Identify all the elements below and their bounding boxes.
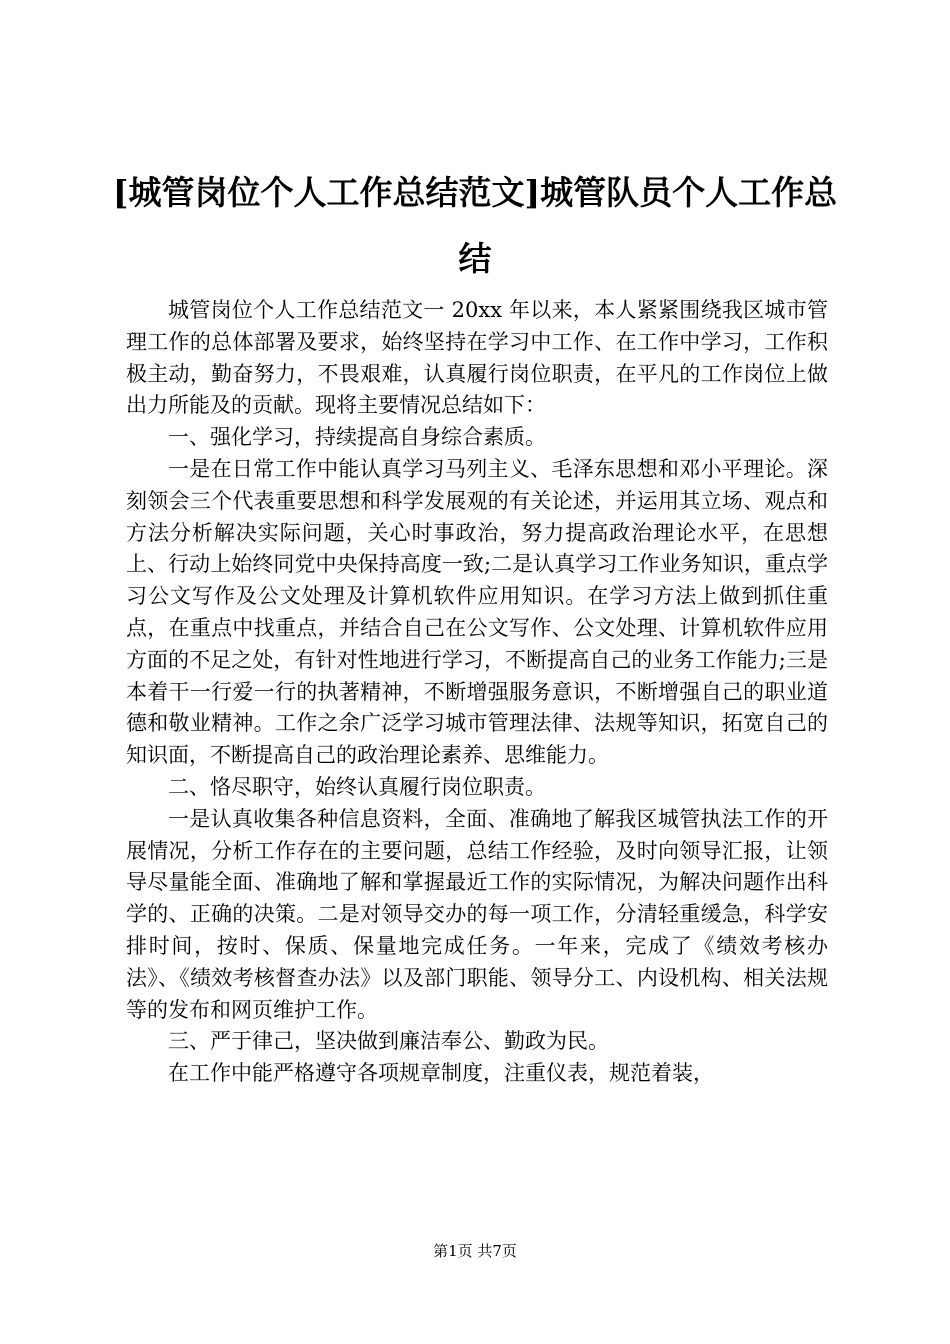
section-heading-2: 二、恪尽职守，始终认真履行岗位职责。 [168, 774, 546, 799]
document-body [126, 295, 828, 1090]
section-heading-1: 一、强化学习，持续提高自身综合素质。 [168, 425, 546, 450]
document-title: [城管岗位个人工作总结范文]城管队员个人工作总结 [112, 173, 838, 278]
paragraph-section-2: 一是认真收集各种信息资料，全面、准确地了解我区城管执法工作的开展情况，分析工作存在的主要问题，总结工作经验，及时向领导汇报，让领导尽量能全面、准确地了解和掌握最近工作的实际情况，为解决问题作出科学的、正确的决策。二是对领导交办的每一项工作，分清轻重缓急，科学安排时间，按时、保质、保量地完成任务。一年来，完成了《绩效考核办法》、《绩效考核督查办法》以及部门职能、领导分工、内设机构、相关法规等的发布和网页维护工作。 [126, 806, 828, 1022]
section-heading-3: 三、严于律己，坚决做到廉洁奉公、勤政为民。 [168, 1029, 609, 1054]
page-footer: 第1页 共7页 [433, 1242, 517, 1260]
paragraph-section-3: 在工作中能严格遵守各项规章制度，注重仪表，规范着装， [168, 1061, 714, 1086]
paragraph-intro: 城管岗位个人工作总结范文一 20xx 年以来，本人紧紧围绕我区城市管理工作的总体部署及要求，始终坚持在学习中工作、在工作中学习，工作积极主动，勤奋努力，不畏艰难，认真履行岗位职责，在平凡的工作岗位上做出力所能及的贡献。现将主要情况总结如下： [126, 298, 828, 418]
paragraph-section-1: 一是在日常工作中能认真学习马列主义、毛泽东思想和邓小平理论。深刻领会三个代表重要思想和科学发展观的有关论述，并运用其立场、观点和方法分析解决实际问题，关心时事政治，努力提高政治理论水平，在思想上、行动上始终同党中央保持高度一致;二是认真学习工作业务知识，重点学习公文写作及公文处理及计算机软件应用知识。在学习方法上做到抓住重点，在重点中找重点，并结合自己在公文写作、公文处理、计算机软件应用方面的不足之处，有针对性地进行学习，不断提高自己的业务工作能力;三是本着干一行爱一行的执著精神，不断增强服务意识，不断增强自己的职业道德和敬业精神。工作之余广泛学习城市管理法律、法规等知识，拓宽自己的知识面，不断提高自己的政治理论素养、思维能力。 [126, 456, 828, 768]
